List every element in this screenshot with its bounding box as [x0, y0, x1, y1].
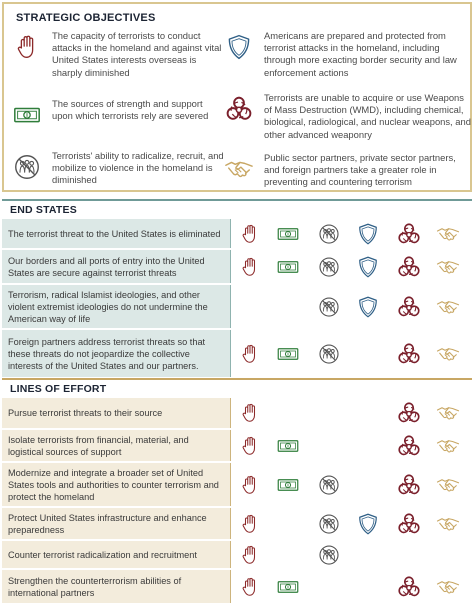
row-text: Pursue terrorist threats to their source: [2, 398, 231, 428]
handshake-icon: [222, 152, 256, 186]
row-icons: [231, 463, 472, 506]
row-text: Terrorism, radical Islamist ideologies, and other violent extremist ideologies do not undermine the American way of life: [2, 285, 231, 328]
table-row: [2, 508, 472, 540]
row-text: Modernize and integrate a broader set of United States tools and authorities to counter terrorism and protect the homeland: [2, 463, 231, 506]
money-icon: [276, 575, 300, 599]
biohazard-icon: [397, 473, 421, 497]
biohazard-icon: [397, 295, 421, 319]
objective-sources-severed: [10, 98, 225, 132]
handshake-icon: [436, 255, 460, 279]
money-icon: [276, 342, 300, 366]
row-icons: [231, 570, 472, 603]
no-radicalization-icon: [317, 512, 341, 536]
table-row: [2, 219, 472, 249]
objective-text: Terrorists' ability to radicalize, recruit, and mobilize to violence in the homeland is diminished: [52, 150, 224, 186]
table-row: [2, 570, 472, 604]
strategic-objectives-panel: [2, 2, 472, 192]
row-text: Foreign partners address terrorist threats so that these threats do not jeopardize the collective interests of the United States and our partners.: [2, 330, 231, 377]
no-radicalization-icon: [10, 150, 44, 184]
handshake-icon: [436, 222, 460, 246]
row-icons: [231, 430, 472, 461]
objective-diminish-capacity: [10, 30, 225, 79]
row-text: The terrorist threat to the United States is eliminated: [2, 219, 231, 248]
table-row: [2, 541, 472, 569]
row-icons: [231, 219, 472, 248]
row-icons: [231, 285, 472, 328]
objective-radicalization-diminished: [10, 150, 225, 187]
end-states-header: END STATES: [2, 199, 472, 217]
row-text: Isolate terrorists from financial, material, and logistical sources of support: [2, 430, 231, 461]
money-icon: [276, 222, 300, 246]
no-radicalization-icon: [317, 473, 341, 497]
biohazard-icon: [397, 342, 421, 366]
table-row: [2, 430, 472, 462]
row-text: Strengthen the counterterrorism abilities of international partners: [2, 570, 231, 603]
objective-text: Americans are prepared and protected from terrorist attacks in the homeland, including through more exacting border security and law enforcement actions: [264, 30, 457, 78]
money-icon: [10, 98, 44, 132]
row-icons: [231, 541, 472, 568]
biohazard-icon: [397, 434, 421, 458]
handshake-icon: [436, 401, 460, 425]
handshake-icon: [436, 434, 460, 458]
table-row: [2, 398, 472, 429]
handshake-icon: [436, 473, 460, 497]
row-icons: [231, 250, 472, 283]
table-row: [2, 463, 472, 507]
hand-stop-icon: [238, 473, 262, 497]
hand-stop-icon: [238, 342, 262, 366]
row-text: Our borders and all ports of entry into the United States are secure against terrorist threats: [2, 250, 231, 283]
no-radicalization-icon: [317, 255, 341, 279]
handshake-icon: [436, 512, 460, 536]
hand-stop-icon: [238, 575, 262, 599]
lines-of-effort-header: LINES OF EFFORT: [2, 378, 472, 396]
shield-icon: [356, 512, 380, 536]
objective-text: The capacity of terrorists to conduct attacks in the homeland and against vital United States interests overseas is sharply diminished: [52, 30, 222, 78]
objective-americans-protected: [222, 30, 472, 79]
shield-icon: [356, 255, 380, 279]
row-icons: [231, 330, 472, 377]
biohazard-icon: [397, 575, 421, 599]
objective-text: The sources of strength and support upon which terrorists rely are severed: [52, 98, 209, 122]
row-text: Protect United States infrastructure and enhance preparedness: [2, 508, 231, 539]
no-radicalization-icon: [317, 342, 341, 366]
shield-icon: [222, 30, 256, 64]
hand-stop-icon: [238, 222, 262, 246]
biohazard-icon: [397, 255, 421, 279]
biohazard-icon: [222, 92, 256, 126]
no-radicalization-icon: [317, 543, 341, 567]
hand-stop-icon: [238, 434, 262, 458]
objective-text: Public sector partners, private sector partners, and foreign partners take a greater role in preventing and countering terrorism: [264, 152, 456, 188]
biohazard-icon: [397, 401, 421, 425]
hand-stop-icon: [238, 401, 262, 425]
money-icon: [276, 434, 300, 458]
shield-icon: [356, 222, 380, 246]
handshake-icon: [436, 295, 460, 319]
money-icon: [276, 255, 300, 279]
biohazard-icon: [397, 222, 421, 246]
row-text: Counter terrorist radicalization and recruitment: [2, 541, 231, 568]
strategic-objectives-title: STRATEGIC OBJECTIVES: [16, 12, 156, 24]
table-row: [2, 285, 472, 329]
objective-text: Terrorists are unable to acquire or use Weapons of Mass Destruction (WMD), including chemical, biological, radiological, and nuclear weapons, and other advanced weaponry: [264, 92, 471, 140]
no-radicalization-icon: [317, 295, 341, 319]
row-icons: [231, 398, 472, 428]
money-icon: [276, 473, 300, 497]
objective-partners-role: [222, 152, 472, 189]
handshake-icon: [436, 342, 460, 366]
handshake-icon: [436, 575, 460, 599]
hand-stop-icon: [238, 512, 262, 536]
shield-icon: [356, 295, 380, 319]
hand-stop-icon: [238, 255, 262, 279]
hand-stop-icon: [238, 543, 262, 567]
hand-stop-icon: [10, 30, 44, 64]
no-radicalization-icon: [317, 222, 341, 246]
biohazard-icon: [397, 512, 421, 536]
table-row: [2, 330, 472, 378]
row-icons: [231, 508, 472, 539]
objective-wmd-denied: [222, 92, 472, 141]
table-row: [2, 250, 472, 284]
